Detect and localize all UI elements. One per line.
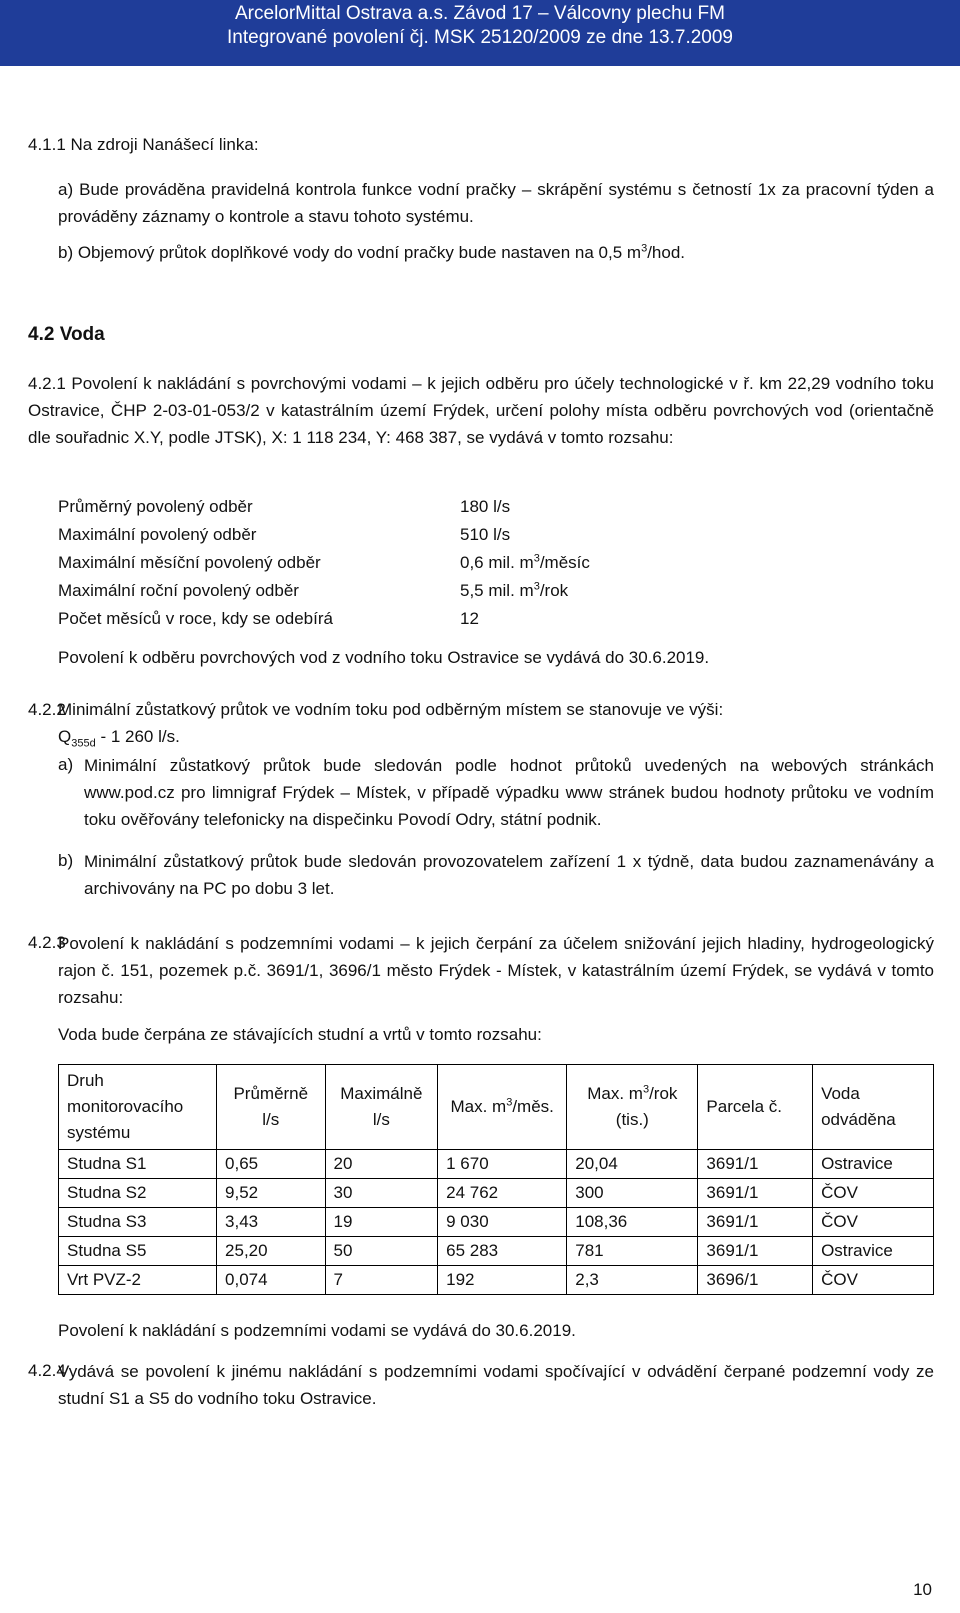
groundwater-validity: Povolení k nakládání s podzemními vodami se vydává do 30.6.2019.: [58, 1321, 576, 1340]
cell-max-year: 20,04: [567, 1150, 698, 1179]
table-row: [59, 1266, 934, 1295]
cell-system: Studna S5: [59, 1237, 217, 1266]
q-amount: - 1 260 l/s.: [95, 727, 180, 746]
page-header: [0, 0, 960, 66]
item-a-label: a): [58, 755, 74, 774]
cell-system: Studna S1: [59, 1150, 217, 1179]
header-company: ArcelorMittal Ostrava a.s. Závod 17 – Válcovny plechu FM: [235, 3, 725, 24]
cell-parcel: 3691/1: [698, 1179, 813, 1208]
col-max-month: [438, 1065, 567, 1150]
kv-label: Maximální roční povolený odběr: [58, 581, 299, 600]
cell-maximum: 50: [325, 1237, 438, 1266]
cell-system: Vrt PVZ-2: [59, 1266, 217, 1295]
kv-row: [58, 549, 678, 577]
col-max-month-sup: 3: [506, 1096, 513, 1109]
kv-row: [58, 493, 678, 521]
col-max-year-sup: 3: [642, 1083, 650, 1096]
table-row: [59, 1208, 934, 1237]
cell-average: 25,20: [217, 1237, 325, 1266]
kv-row: [58, 605, 678, 633]
section-4-1-1-heading: 4.1.1 Na zdroji Nanášecí linka:: [28, 135, 259, 154]
kv-label: Průměrný povolený odběr: [58, 497, 253, 516]
kv-value: [460, 549, 590, 577]
cell-average: 3,43: [217, 1208, 325, 1237]
cell-max-year: 2,3: [567, 1266, 698, 1295]
kv-value-unit: /rok: [539, 581, 569, 600]
item-b-text: b) Objemový průtok doplňkové vody do vodní pračky bude nastaven na 0,5 m: [58, 243, 642, 262]
item-b-unit: /hod.: [647, 243, 686, 262]
min-flow-value: [58, 724, 180, 750]
section-4-2-3-text: Povolení k nakládání s podzemními vodami – k jejich čerpání za účelem snižování jejich hladiny, hydrogeologický rajon č. 151, pozemek p.č. 3691/1, 3696/1 město Frýdek - Místek, v katastrálním území Frýdek, se vydává v tomto rozsahu:: [58, 934, 934, 1007]
item-b-sup: 3: [641, 242, 648, 255]
section-4-2-1-text: 4.2.1 Povolení k nakládání s povrchovými vodami – k jejich odběru pro účely technologické v ř. km 22,29 vodního toku Ostravice, ČHP 2-03-01-053/2 v katastrálním území Frýdek, určení polohy místa odběru povrchových vod (orientačně dle souřadnic X.Y, podle JTSK), X: 1 118 234, Y: 468 387, se vydává v tomto rozsahu:: [28, 374, 934, 447]
kv-value-number: 510 l/s: [460, 525, 511, 544]
col-average: Průměrně l/s: [217, 1065, 325, 1150]
kv-value-number: 5,5 mil. m: [460, 581, 534, 600]
col-max-year-unit: /rok (tis.): [615, 1084, 678, 1129]
cell-system: Studna S2: [59, 1179, 217, 1208]
cell-average: 0,65: [217, 1150, 325, 1179]
kv-value-number: 12: [460, 609, 479, 628]
cell-maximum: 30: [325, 1179, 438, 1208]
cell-parcel: 3691/1: [698, 1150, 813, 1179]
cell-parcel: 3696/1: [698, 1266, 813, 1295]
cell-average: 9,52: [217, 1179, 325, 1208]
cell-drain: ČOV: [813, 1208, 934, 1237]
col-maximum: Maximálně l/s: [325, 1065, 438, 1150]
kv-value: [460, 493, 510, 521]
cell-average: 0,074: [217, 1266, 325, 1295]
kv-value-number: 0,6 mil. m: [460, 553, 534, 572]
cell-drain: ČOV: [813, 1266, 934, 1295]
cell-drain: ČOV: [813, 1179, 934, 1208]
section-4-2-2-number: 4.2.2: [28, 700, 66, 719]
kv-value-sup: 3: [533, 580, 540, 593]
q-subscript: 355d: [71, 737, 96, 750]
section-4-1-1-item-b: [58, 240, 685, 266]
cell-maximum: 19: [325, 1208, 438, 1237]
cell-drain: Ostravice: [813, 1150, 934, 1179]
kv-label: Maximální měsíční povolený odběr: [58, 553, 321, 572]
col-parcel: Parcela č.: [698, 1065, 813, 1150]
col-max-year-label: Max. m: [587, 1084, 643, 1103]
col-max-month-label: Max. m: [450, 1097, 507, 1116]
wells-table-intro: Voda bude čerpána ze stávajících studní a vrtů v tomto rozsahu:: [58, 1025, 542, 1044]
surface-water-validity: Povolení k odběru povrchových vod z vodního toku Ostravice se vydává do 30.6.2019.: [58, 648, 710, 667]
cell-maximum: 20: [325, 1150, 438, 1179]
col-system: Druh monitorovacího systému: [59, 1065, 217, 1150]
cell-maximum: 7: [325, 1266, 438, 1295]
col-max-year: [567, 1065, 698, 1150]
page-number: 10: [913, 1580, 932, 1599]
wells-table: [58, 1064, 934, 1295]
q-symbol: Q: [58, 727, 72, 746]
col-drain: Voda odváděna: [813, 1065, 934, 1150]
table-header-row: [59, 1065, 934, 1150]
section-4-1-1-item-a: a) Bude prováděna pravidelná kontrola funkce vodní pračky – skrápění systému s četností 1x za pracovní týden a prováděny záznamy o kontrole a stavu tohoto systému.: [58, 180, 934, 226]
kv-value-unit: /měsíc: [539, 553, 590, 572]
section-4-2-4-text: Vydává se povolení k jinému nakládání s podzemními vodami spočívající v odvádění čerpané podzemní vody ze studní S1 a S5 do vodního toku Ostravice.: [58, 1362, 934, 1408]
kv-row: [58, 521, 678, 549]
cell-parcel: 3691/1: [698, 1208, 813, 1237]
table-row: [59, 1237, 934, 1266]
cell-parcel: 3691/1: [698, 1237, 813, 1266]
cell-max-month: 9 030: [438, 1208, 567, 1237]
kv-value: [460, 577, 568, 605]
cell-max-year: 781: [567, 1237, 698, 1266]
section-4-2-2-text: Minimální zůstatkový průtok ve vodním toku pod odběrným místem se stanovuje ve výši:: [58, 700, 724, 719]
cell-max-month: 65 283: [438, 1237, 567, 1266]
kv-label: Počet měsíců v roce, kdy se odebírá: [58, 609, 333, 628]
kv-value-number: 180 l/s: [460, 497, 511, 516]
header-permit: Integrované povolení čj. MSK 25120/2009 ze dne 13.7.2009: [227, 27, 733, 48]
item-b-label: b): [58, 851, 74, 870]
section-4-2-heading: 4.2 Voda: [28, 324, 105, 345]
table-row: [59, 1150, 934, 1179]
kv-value: [460, 605, 479, 633]
section-4-2-3-number: 4.2.3: [28, 933, 66, 952]
cell-max-month: 192: [438, 1266, 567, 1295]
col-max-month-unit: /měs.: [512, 1097, 554, 1116]
cell-max-month: 1 670: [438, 1150, 567, 1179]
kv-value: [460, 521, 510, 549]
section-4-2-4-number: 4.2.4: [28, 1361, 66, 1380]
cell-max-month: 24 762: [438, 1179, 567, 1208]
cell-drain: Ostravice: [813, 1237, 934, 1266]
section-4-2-2-item-a: Minimální zůstatkový průtok bude sledován podle hodnot průtoků uvedených na webových stránkách www.pod.cz pro limnigraf Frýdek – Místek, v případě výpadku www stránek budou hodnoty průtoku ve vodním toku ověřovány telefonicky na dispečinku Povodí Odry, státní podnik.: [84, 756, 934, 829]
kv-row: [58, 577, 678, 605]
table-row: [59, 1179, 934, 1208]
kv-label: Maximální povolený odběr: [58, 525, 257, 544]
cell-max-year: 300: [567, 1179, 698, 1208]
cell-system: Studna S3: [59, 1208, 217, 1237]
cell-max-year: 108,36: [567, 1208, 698, 1237]
section-4-2-2-item-b: Minimální zůstatkový průtok bude sledován provozovatelem zařízení 1 x týdně, data budou zaznamenávány a archivovány na PC po dobu 3 let.: [84, 852, 934, 898]
kv-value-sup: 3: [533, 552, 540, 565]
